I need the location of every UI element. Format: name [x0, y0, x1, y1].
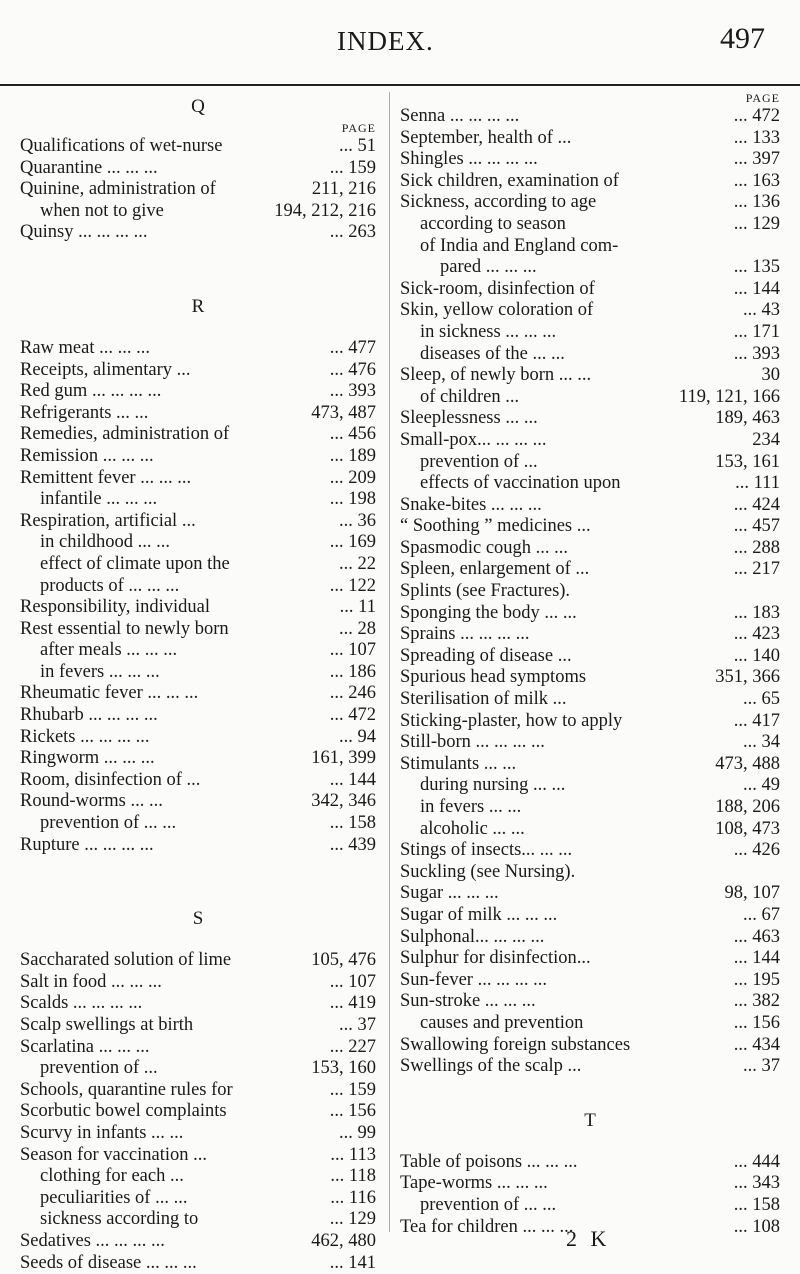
index-subentry: in childhood ... ... ... 169 — [40, 532, 376, 553]
index-entry: Stimulants ... ... 473, 488 — [400, 753, 780, 774]
index-entry: Remittent fever ... ... ... ... 209 — [20, 467, 376, 488]
index-entry: Scarlatina ... ... ... ... 227 — [20, 1036, 376, 1057]
index-entry: Snake-bites ... ... ... ... 424 — [400, 494, 780, 515]
index-entry: Tea for children ... ... ... ... 108 — [400, 1216, 780, 1237]
index-entry: Swallowing foreign substances ... 434 — [400, 1034, 780, 1055]
index-entry: Responsibility, individual ... 11 — [20, 597, 376, 618]
index-entry: Quinsy ... ... ... ... ... 263 — [20, 222, 376, 243]
index-subentry: in fevers ... ... ... ... 186 — [40, 661, 376, 682]
index-subentry: sickness according to ... 129 — [40, 1209, 376, 1230]
index-entry: Rhubarb ... ... ... ... ... 472 — [20, 705, 376, 726]
index-entry: Sulphonal... ... ... ... ... 463 — [400, 926, 780, 947]
index-entry: Remedies, administration of ... 456 — [20, 424, 376, 445]
right-column — [400, 92, 780, 1238]
index-entry: Sugar ... ... ... 98, 107 — [400, 883, 780, 904]
index-entry: Respiration, artificial ... ... 36 — [20, 510, 376, 531]
index-entry: Red gum ... ... ... ... ... 393 — [20, 381, 376, 402]
index-entry: Sponging the body ... ... ... 183 — [400, 602, 780, 623]
index-entry: Spasmodic cough ... ... ... 288 — [400, 537, 780, 558]
index-subentry: peculiarities of ... ... ... 116 — [40, 1187, 376, 1208]
section-letter-s: S — [192, 908, 204, 930]
index-subentry: effect of climate upon the ... 22 — [40, 553, 376, 574]
index-subentry: prevention of ... 153, 161 — [420, 451, 780, 472]
header-rule — [0, 84, 800, 86]
section-letter-q: Q — [191, 96, 205, 117]
index-entry: Refrigerants ... ... 473, 487 — [20, 402, 376, 423]
column-divider — [389, 92, 390, 1232]
index-entry: Sick-room, disinfection of ... 144 — [400, 278, 780, 299]
index-subentry: prevention of ... 153, 160 — [40, 1058, 376, 1079]
page-header — [0, 22, 800, 62]
index-entry: Scalds ... ... ... ... ... 419 — [20, 993, 376, 1014]
index-subentry: prevention of ... ... ... 158 — [40, 813, 376, 834]
index-entry: Spleen, enlargement of ... ... 217 — [400, 559, 780, 580]
index-entry: Remission ... ... ... ... 189 — [20, 445, 376, 466]
index-entry: Sleeplessness ... ... 189, 463 — [400, 408, 780, 429]
index-entry: Senna ... ... ... ... ... 472 — [400, 106, 780, 126]
index-entry: Salt in food ... ... ... ... 107 — [20, 971, 376, 992]
index-entry: September, health of ... ... 133 — [400, 127, 780, 148]
index-entry: Qualifications of wet-nurse ... 51 — [20, 136, 376, 156]
page-column-label: PAGE — [341, 121, 376, 135]
index-entry: Sticking-plaster, how to apply ... 417 — [400, 710, 780, 731]
index-subentry: effects of vaccination upon ... 111 — [420, 473, 780, 494]
index-entry: Schools, quarantine rules for ... 159 — [20, 1079, 376, 1100]
running-title: INDEX. — [337, 26, 434, 56]
index-entry: Swellings of the scalp ... ... 37 — [400, 1056, 780, 1077]
index-entry: Round-worms ... ... 342, 346 — [20, 791, 376, 812]
index-entry: Rheumatic fever ... ... ... ... 246 — [20, 683, 376, 704]
index-subentry: prevention of ... ... ... 158 — [420, 1194, 780, 1215]
index-entry: Room, disinfection of ... ... 144 — [20, 769, 376, 790]
section-letter-t: T — [584, 1109, 596, 1131]
index-entry: Spurious head symptoms 351, 366 — [400, 667, 780, 688]
index-entry: Sedatives ... ... ... ... 462, 480 — [20, 1230, 376, 1251]
index-entry: Sick children, examination of ... 163 — [400, 170, 780, 191]
index-subentry: alcoholic ... ... 108, 473 — [420, 818, 780, 839]
index-entry: Seeds of disease ... ... ... ... 141 — [20, 1252, 376, 1273]
index-entry: Sun-fever ... ... ... ... ... 195 — [400, 969, 780, 990]
left-column — [20, 92, 376, 1274]
index-entry: Quinine, administration of 211, 216 — [20, 179, 376, 200]
index-subentry: causes and prevention ... 156 — [420, 1012, 780, 1033]
index-entry: Rupture ... ... ... ... ... 439 — [20, 834, 376, 855]
index-subentry: pared ... ... ... ... 135 — [440, 257, 780, 278]
index-subentry: of India and England com- — [420, 235, 619, 256]
index-entry: Sleep, of newly born ... ... 30 — [400, 365, 780, 386]
index-subentry: infantile ... ... ... ... 198 — [40, 489, 376, 510]
index-entry: Raw meat ... ... ... ... 477 — [20, 337, 376, 358]
index-entry: Scurvy in infants ... ... ... 99 — [20, 1122, 376, 1143]
index-entry: Still-born ... ... ... ... ... 34 — [400, 732, 780, 753]
index-entry: Tape-worms ... ... ... ... 343 — [400, 1173, 780, 1194]
index-entry: Ringworm ... ... ... 161, 399 — [20, 748, 376, 769]
index-entry: Receipts, alimentary ... ... 476 — [20, 359, 376, 380]
index-entry: Splints (see Fractures). — [400, 581, 571, 602]
index-entry: Quarantine ... ... ... ... 159 — [20, 157, 376, 178]
index-entry: Season for vaccination ... ... 113 — [20, 1144, 376, 1165]
index-subentry: of children ... 119, 121, 166 — [420, 386, 780, 407]
index-subentry: diseases of the ... ... ... 393 — [420, 343, 780, 364]
index-entry: Saccharated solution of lime 105, 476 — [20, 950, 376, 971]
index-entry: Sickness, according to age ... 136 — [400, 192, 780, 213]
index-subentry: products of ... ... ... ... 122 — [40, 575, 376, 596]
index-subentry: according to season ... 129 — [420, 213, 780, 234]
index-entry: Stings of insects... ... ... ... 426 — [400, 840, 780, 861]
index-entry: Rickets ... ... ... ... ... 94 — [20, 726, 376, 747]
index-entry: Shingles ... ... ... ... ... 397 — [400, 149, 780, 170]
index-entry: Sprains ... ... ... ... ... 423 — [400, 624, 780, 645]
index-entry: Spreading of disease ... ... 140 — [400, 645, 780, 666]
index-entry: Skin, yellow coloration of ... 43 — [400, 300, 780, 321]
index-subentry: after meals ... ... ... ... 107 — [40, 640, 376, 661]
section-letter-r: R — [191, 295, 205, 317]
index-entry: Suckling (see Nursing). — [400, 861, 576, 882]
page-column-label: PAGE — [745, 91, 780, 105]
index-subentry: in fevers ... ... 188, 206 — [420, 797, 780, 817]
index-entry: Scorbutic bowel complaints ... 156 — [20, 1101, 376, 1122]
index-entry: Rest essential to newly born ... 28 — [20, 618, 376, 639]
index-subentry: during nursing ... ... ... 49 — [420, 775, 780, 796]
index-entry: Sulphur for disinfection... ... 144 — [400, 948, 780, 969]
index-entry: Sterilisation of milk ... ... 65 — [400, 689, 780, 710]
index-subentry: clothing for each ... ... 118 — [40, 1166, 376, 1187]
index-entry: “ Soothing ” medicines ... ... 457 — [400, 516, 780, 537]
index-entry: Scalp swellings at birth ... 37 — [20, 1015, 376, 1035]
index-entry: Small-pox... ... ... ... 234 — [400, 429, 780, 450]
index-entry: Sun-stroke ... ... ... ... 382 — [400, 991, 780, 1012]
index-subentry: when not to give 194, 212, 216 — [40, 200, 376, 221]
index-subentry: in sickness ... ... ... ... 171 — [420, 321, 780, 342]
page-number: 497 — [720, 22, 765, 55]
index-entry: Table of poisons ... ... ... ... 444 — [400, 1151, 780, 1172]
index-entry: Sugar of milk ... ... ... ... 67 — [400, 904, 780, 925]
signature-mark: 2 K — [566, 1226, 611, 1251]
